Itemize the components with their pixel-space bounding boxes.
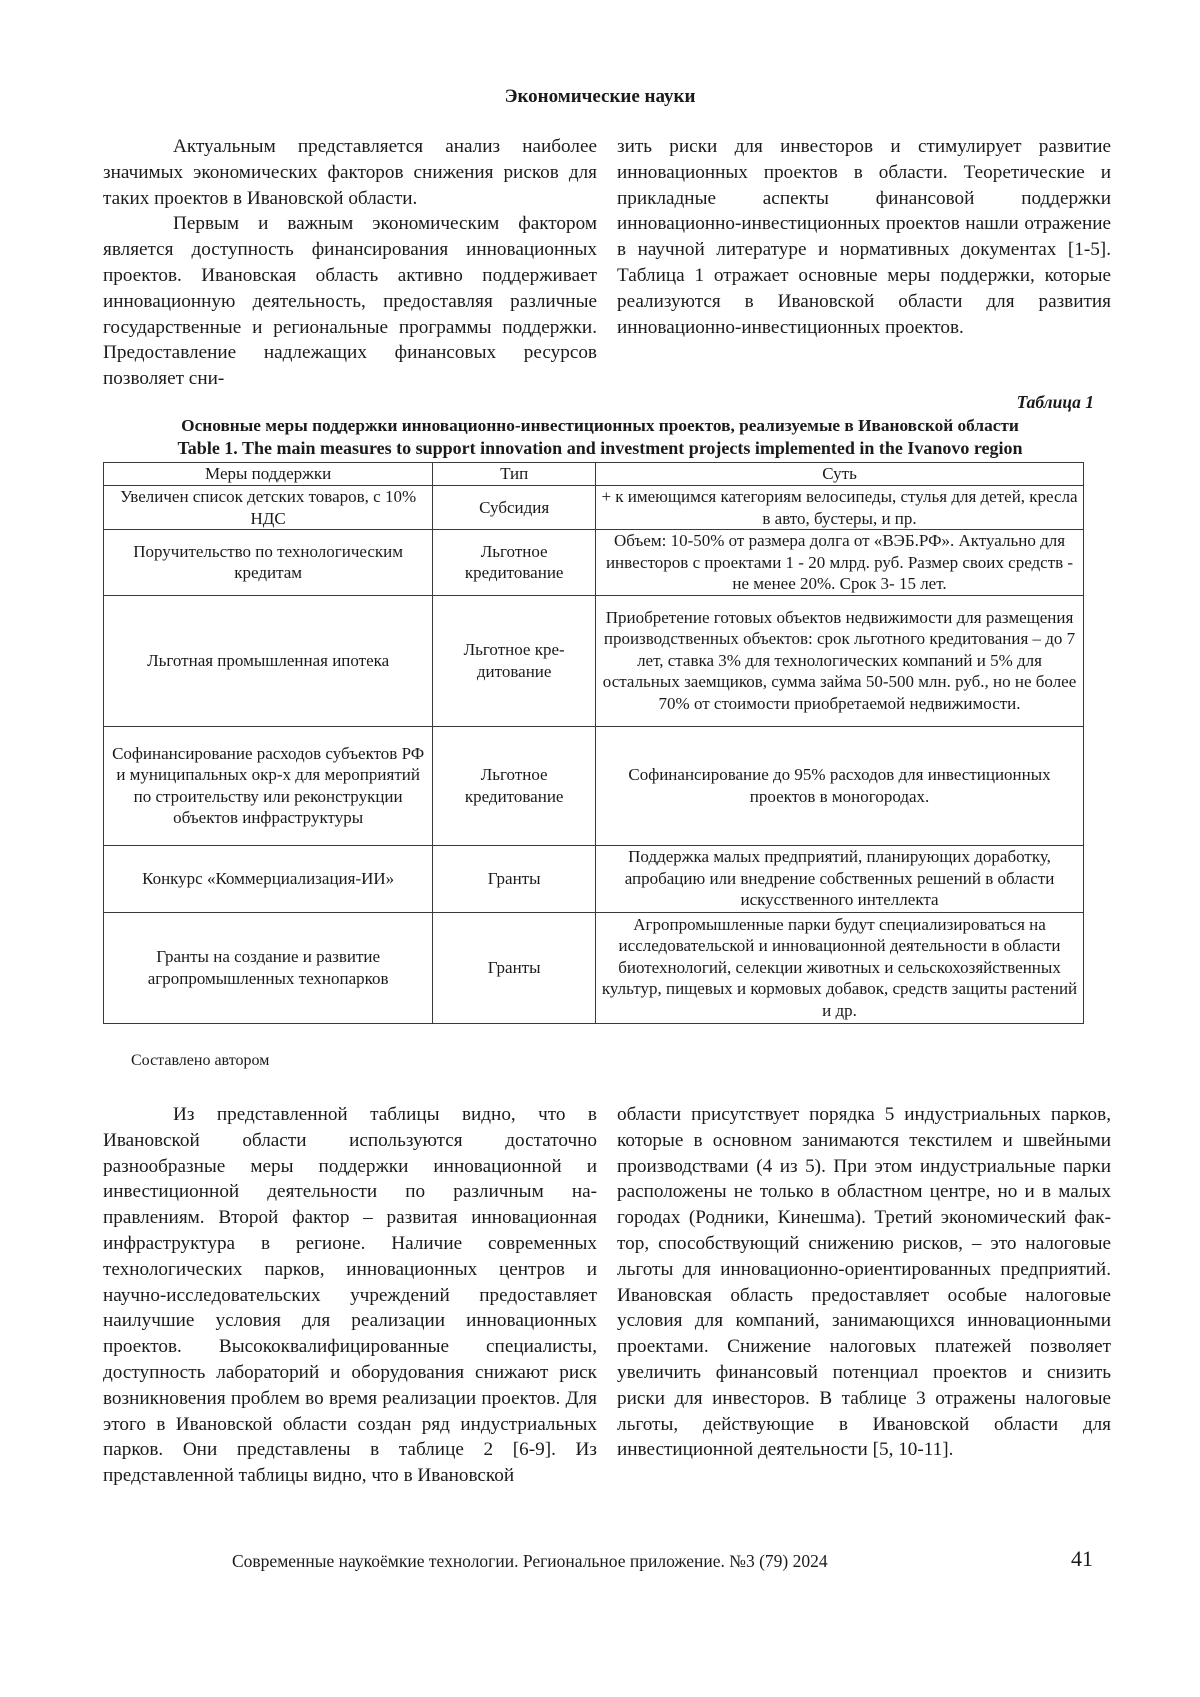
paragraph: Из представленной таблицы видно, что в Ивановской области используются достаточно разнообразные меры поддержки инновационной и инвестиционной деятельности по различным направлениям. Второй фактор – развитая инновационная инфраструктура в регионе. Наличие современных технологических парков, инновационных центров и научно-исследовательских учреждений предоставляет наилучшие условия для реализации инновационных проектов. Высококвалифицированные специалисты, доступность лабораторий и оборудования снижают риск возникновения проблем во время реализации проектов. Для этого в Ивановской области создан ряд индустриальных парков. Они представлены в таблице 2 [6-9]. Из представленной таблицы видно, что в Ивановской (103, 1104, 597, 1487)
table-source-note: Составлено автором (131, 1052, 270, 1069)
page-number: 41 (1071, 1546, 1093, 1571)
cell-essence: + к имеющимся категориям велосипеды, стулья для детей, кресла в авто, бустеры, и пр. (596, 486, 1084, 530)
cell-type: Гранты (433, 845, 596, 912)
cell-type: Субсидия (433, 486, 596, 530)
cell-essence: Поддержка малых предприятий, планирующих доработку, апробацию или внедрение собственных решений в области искусственного интеллекта (596, 845, 1084, 912)
cell-essence: Объем: 10-50% от размера долга от «ВЭБ.РФ». Актуально для инвесторов с проектами 1 - 20 млрд. руб. Размер своих средств - не менее 20%. Срок 3- 15 лет. (596, 530, 1084, 596)
table-row (104, 595, 1084, 726)
cell-essence: Приобретение готовых объектов недвижимости для размещения производственных объектов: срок льготного кредитования – до 7 лет, ставка 3% для технологических компаний и 5% для остальных заемщиков, сумма займа 50-500 млн. руб., но не более 70% от стоимости приобретаемой недвижимости. (596, 595, 1084, 726)
cell-essence: Агропромышленные парки будут специализироваться на исследовательской и инновационной деятельности в области биотехнологий, селекции животных и сельскохозяйственных культур, пищевых и кормовых добавок, средств защиты растений и др. (596, 912, 1084, 1023)
cell-type: Гранты (433, 912, 596, 1023)
section-header: Экономические науки (504, 86, 696, 107)
cell-essence: Софинансирование до 95% расходов для инвестиционных проектов в моногородах. (596, 726, 1084, 845)
cell-type: Льготное кредитование (433, 595, 596, 726)
text-column-top-right (617, 134, 1111, 340)
table-row (104, 726, 1084, 845)
column-header-type: Тип (433, 463, 596, 486)
table-title-ru: Основные меры поддержки инновационно-инвестиционных проектов, реализуемые в Ивановской области (181, 416, 1019, 435)
table-row (104, 486, 1084, 530)
table-header-row (104, 463, 1084, 486)
table-row (104, 912, 1084, 1023)
support-measures-table (103, 462, 1084, 1024)
text-column-bottom-left (103, 1102, 597, 1489)
cell-measure: Поручительство по технологическим кредитам (104, 530, 433, 596)
cell-measure: Гранты на создание и развитие агропромышленных технопарков (104, 912, 433, 1023)
paragraph: области присутствует порядка 5 индустриальных парков, которые в основном занимаются текстилем и швейными производствами (4 из 5). При этом индустриальные парки расположены не только в областном центре, но и в малых городах (Родники, Кинешма). Третий экономический фактор, способствующий снижению рисков, – это налоговые льготы для инновационно-ориентированных предприятий. Ивановская область предоставляет особые налоговые условия для компаний, занимающихся инновационными проектами. Снижение налоговых платежей позволяет увеличить финансовый потенциал проектов и снизить риски для инвесторов. В таблице 3 отражены налоговые льготы, действующие в Ивановской области для инвестиционной деятельности [5, 10-11]. (617, 1104, 1111, 1461)
table-label: Таблица 1 (1016, 392, 1094, 412)
cell-measure: Конкурс «Коммерциализация-ИИ» (104, 845, 433, 912)
cell-type: Льготное кредитование (433, 530, 596, 596)
table-title-en: Table 1. The main measures to support innovation and investment projects implemented in the Ivanovo region (177, 438, 1023, 458)
paragraph: Актуальным представляется анализ наиболее значимых экономических факторов снижения рисков для таких проектов в Ивановской области. (103, 136, 597, 209)
table-row (104, 845, 1084, 912)
paragraph: Первым и важным экономическим фактором является доступность финансирования инновационных проектов. Ивановская область активно поддерживает инновационную деятельность, предоставляя различные государственные и региональные программы поддержки. Предоставление надлежащих финансовых ресурсов позволяет сни- (103, 213, 597, 390)
column-header-measures: Меры поддержки (104, 463, 433, 486)
cell-measure: Льготная промышленная ипотека (104, 595, 433, 726)
cell-measure: Увеличен список детских товаров, с 10% НДС (104, 486, 433, 530)
journal-footer: Современные наукоёмкие технологии. Региональное приложение. №3 (79) 2024 (232, 1551, 828, 1571)
paragraph: зить риски для инвесторов и стимулирует развитие инновационных проектов в области. Теоретические и прикладные аспекты финансовой поддержки инновационно-инвестиционных проектов нашли отражение в научной литературе и нормативных документах [1-5]. Таблица 1 отражает основные меры поддержки, которые реализуются в Ивановской области для развития инновационно-инвестиционных проектов. (617, 136, 1111, 338)
text-column-bottom-right (617, 1102, 1111, 1463)
cell-type: Льготное кредитование (433, 726, 596, 845)
column-header-essence: Суть (596, 463, 1084, 486)
cell-measure: Софинансирование расходов субъектов РФ и муниципальных окр-х для мероприятий по строительству или реконструкции объектов инфраструктуры (104, 726, 433, 845)
text-column-top-left (103, 134, 597, 392)
table-row (104, 530, 1084, 596)
